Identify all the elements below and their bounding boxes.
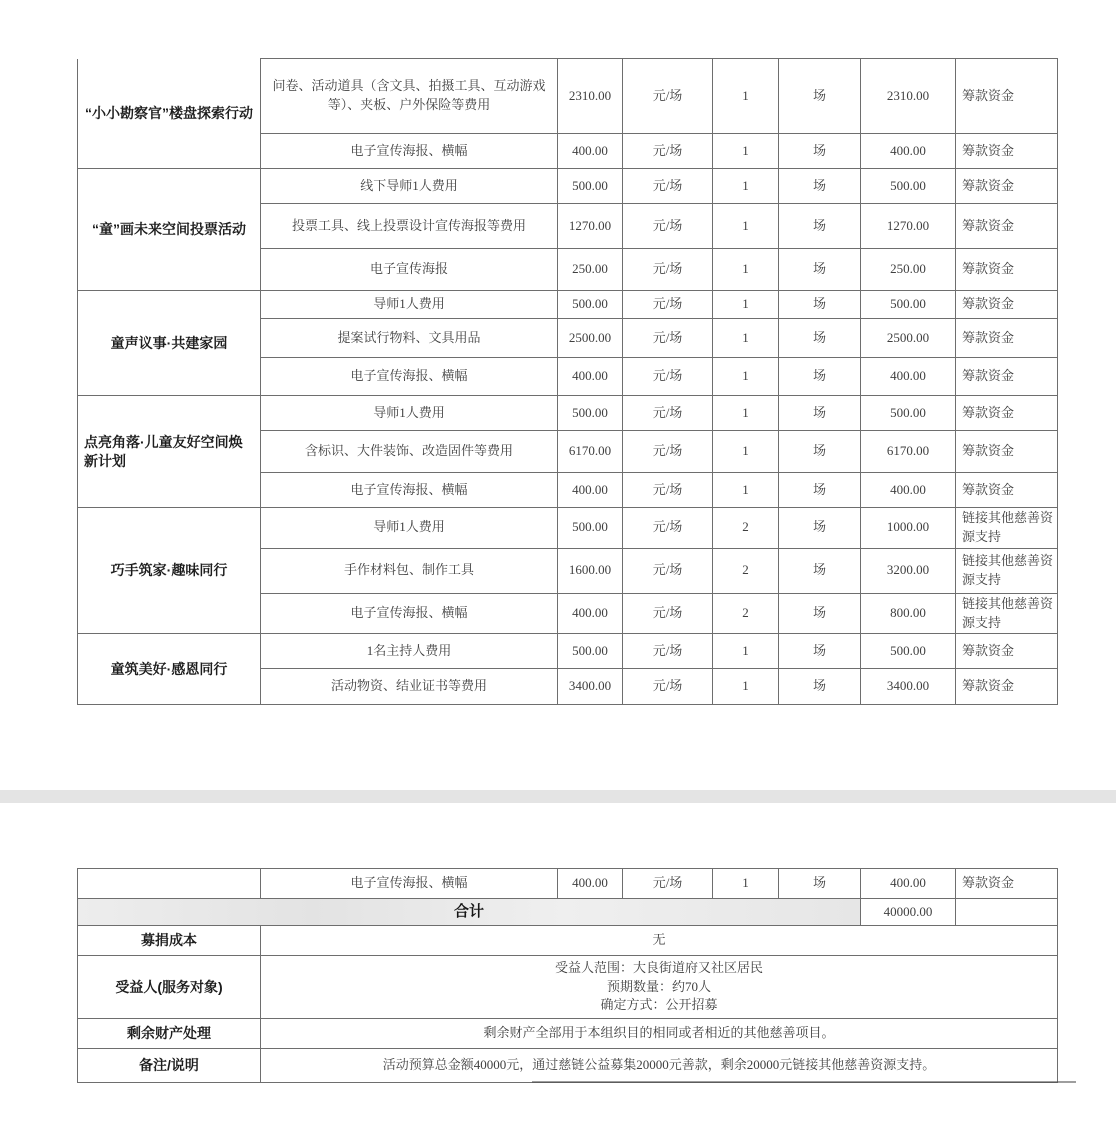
unit-price-cell: 400.00 [558,869,623,899]
subtotal-cell: 400.00 [861,134,956,169]
project-name-cell: “小小勘察官”楼盘探索行动 [78,59,261,169]
price-unit-cell: 元/场 [623,204,713,249]
quantity-unit-cell: 场 [779,473,861,508]
funding-source-cell: 链接其他慈善资源支持 [956,508,1058,549]
project-name-cell: 巧手筑家·趣味同行 [78,508,261,634]
price-unit-cell: 元/场 [623,431,713,473]
table-row [78,291,1058,319]
expense-desc-cell: 导师1人费用 [261,508,558,549]
unit-price-cell: 500.00 [558,169,623,204]
price-unit-cell: 元/场 [623,508,713,549]
subtotal-cell: 500.00 [861,291,956,319]
unit-price-cell: 3400.00 [558,669,623,705]
subtotal-cell: 400.00 [861,473,956,508]
subtotal-cell: 400.00 [861,358,956,396]
quantity-cell: 1 [713,169,779,204]
expense-desc-cell: 电子宣传海报 [261,249,558,291]
project-name-cell: 童声议事·共建家园 [78,291,261,396]
summary-table [77,868,1058,1083]
quantity-unit-cell: 场 [779,204,861,249]
unit-price-cell: 6170.00 [558,431,623,473]
budget-table [77,58,1058,705]
price-unit-cell: 元/场 [623,249,713,291]
quantity-unit-cell: 场 [779,669,861,705]
expense-desc-cell: 投票工具、线上投票设计宣传海报等费用 [261,204,558,249]
price-unit-cell: 元/场 [623,548,713,593]
funding-source-cell: 筹款资金 [956,669,1058,705]
selection-method-line: 确定方式：公开招募 [600,997,718,1013]
expense-desc-cell: 电子宣传海报、横幅 [261,358,558,396]
price-unit-cell: 元/场 [623,869,713,899]
quantity-cell: 1 [713,669,779,705]
quantity-cell: 1 [713,473,779,508]
table-row [78,169,1058,204]
price-unit-cell: 元/场 [623,473,713,508]
expense-desc-cell: 电子宣传海报、横幅 [261,869,558,899]
price-unit-cell: 元/场 [623,59,713,134]
info-label: 备注/说明 [78,1049,261,1083]
quantity-unit-cell: 场 [779,548,861,593]
funding-source-cell: 筹款资金 [956,396,1058,431]
funding-source-cell: 筹款资金 [956,204,1058,249]
funding-source-cell: 筹款资金 [956,358,1058,396]
unit-price-cell: 400.00 [558,593,623,634]
quantity-cell: 1 [713,134,779,169]
quantity-cell: 1 [713,634,779,669]
expense-desc-cell: 线下导师1人费用 [261,169,558,204]
subtotal-cell: 6170.00 [861,431,956,473]
funding-source-cell: 筹款资金 [956,473,1058,508]
quantity-cell: 2 [713,593,779,634]
subtotal-cell: 500.00 [861,396,956,431]
subtotal-cell: 1270.00 [861,204,956,249]
project-name-cell [78,869,261,899]
expense-desc-cell: 导师1人费用 [261,396,558,431]
funding-source-cell: 筹款资金 [956,134,1058,169]
table-row [78,396,1058,431]
price-unit-cell: 元/场 [623,319,713,358]
subtotal-cell: 1000.00 [861,508,956,549]
price-unit-cell: 元/场 [623,634,713,669]
table-row [78,59,1058,134]
unit-price-cell: 2310.00 [558,59,623,134]
subtotal-cell: 500.00 [861,169,956,204]
price-unit-cell: 元/场 [623,593,713,634]
beneficiary-scope-line: 受益人范围：大良街道府又社区居民 [554,959,763,975]
expense-desc-cell: 1名主持人费用 [261,634,558,669]
price-unit-cell: 元/场 [623,134,713,169]
info-content [261,956,1058,1019]
table-row [78,869,1058,899]
quantity-unit-cell: 场 [779,169,861,204]
table-row [78,508,1058,549]
unit-price-cell: 500.00 [558,634,623,669]
unit-price-cell: 400.00 [558,473,623,508]
unit-price-cell: 1270.00 [558,204,623,249]
unit-price-cell: 500.00 [558,396,623,431]
subtotal-cell: 3400.00 [861,669,956,705]
info-row [78,956,1058,1019]
price-unit-cell: 元/场 [623,358,713,396]
quantity-cell: 2 [713,508,779,549]
subtotal-cell: 500.00 [861,634,956,669]
info-content: 剩余财产全部用于本组织目的相同或者相近的其他慈善项目。 [261,1019,1058,1049]
unit-price-cell: 1600.00 [558,548,623,593]
funding-source-cell: 筹款资金 [956,249,1058,291]
subtotal-cell: 250.00 [861,249,956,291]
info-row [78,1019,1058,1049]
info-label: 受益人(服务对象) [78,956,261,1019]
funding-source-cell: 筹款资金 [956,169,1058,204]
quantity-cell: 1 [713,431,779,473]
table-row [78,634,1058,669]
page-separator [0,790,1116,803]
quantity-unit-cell: 场 [779,291,861,319]
info-row [78,1049,1058,1083]
quantity-unit-cell: 场 [779,431,861,473]
expense-desc-cell: 导师1人费用 [261,291,558,319]
unit-price-cell: 2500.00 [558,319,623,358]
quantity-unit-cell: 场 [779,319,861,358]
quantity-unit-cell: 场 [779,59,861,134]
total-source-cell [956,899,1058,926]
funding-source-cell: 链接其他慈善资源支持 [956,548,1058,593]
expense-desc-cell: 手作材料包、制作工具 [261,548,558,593]
funding-source-cell: 筹款资金 [956,431,1058,473]
info-content: 活动预算总金额40000元，通过慈链公益募集20000元善款，剩余20000元链接其他慈善资源支持。 [261,1049,1058,1083]
total-row [78,899,1058,926]
expense-desc-cell: 电子宣传海报、横幅 [261,593,558,634]
quantity-cell: 1 [713,291,779,319]
subtotal-cell: 2310.00 [861,59,956,134]
info-label: 募捐成本 [78,926,261,956]
unit-price-cell: 400.00 [558,358,623,396]
expense-desc-cell: 提案试行物料、文具用品 [261,319,558,358]
quantity-cell: 1 [713,319,779,358]
expense-desc-cell: 含标识、大件装饰、改造固件等费用 [261,431,558,473]
info-row [78,926,1058,956]
quantity-unit-cell: 场 [779,508,861,549]
quantity-unit-cell: 场 [779,249,861,291]
quantity-cell: 1 [713,396,779,431]
quantity-cell: 1 [713,869,779,899]
quantity-cell: 1 [713,358,779,396]
expense-desc-cell: 问卷、活动道具（含文具、拍摄工具、互动游戏等）、夹板、户外保险等费用 [261,59,558,134]
unit-price-cell: 500.00 [558,291,623,319]
price-unit-cell: 元/场 [623,169,713,204]
quantity-cell: 1 [713,249,779,291]
price-unit-cell: 元/场 [623,396,713,431]
quantity-unit-cell: 场 [779,396,861,431]
quantity-cell: 2 [713,548,779,593]
total-amount: 40000.00 [861,899,956,926]
funding-source-cell: 筹款资金 [956,869,1058,899]
quantity-unit-cell: 场 [779,593,861,634]
subtotal-cell: 400.00 [861,869,956,899]
subtotal-cell: 3200.00 [861,548,956,593]
total-row-label: 合计 [78,899,861,926]
quantity-cell: 1 [713,204,779,249]
funding-source-cell: 筹款资金 [956,291,1058,319]
info-content: 无 [261,926,1058,956]
funding-source-cell: 链接其他慈善资源支持 [956,593,1058,634]
unit-price-cell: 400.00 [558,134,623,169]
quantity-cell: 1 [713,59,779,134]
quantity-unit-cell: 场 [779,134,861,169]
expense-desc-cell: 电子宣传海报、横幅 [261,134,558,169]
unit-price-cell: 500.00 [558,508,623,549]
unit-price-cell: 250.00 [558,249,623,291]
project-name-cell: “童”画未来空间投票活动 [78,169,261,291]
expected-count-line: 预期数量：约70人 [606,978,711,994]
subtotal-cell: 2500.00 [861,319,956,358]
expense-desc-cell: 活动物资、结业证书等费用 [261,669,558,705]
funding-source-cell: 筹款资金 [956,59,1058,134]
quantity-unit-cell: 场 [779,358,861,396]
price-unit-cell: 元/场 [623,291,713,319]
expense-desc-cell: 电子宣传海报、横幅 [261,473,558,508]
price-unit-cell: 元/场 [623,669,713,705]
project-name-cell: 童筑美好·感恩同行 [78,634,261,705]
quantity-unit-cell: 场 [779,634,861,669]
funding-source-cell: 筹款资金 [956,319,1058,358]
quantity-unit-cell: 场 [779,869,861,899]
project-name-cell: 点亮角落·儿童友好空间焕新计划 [78,396,261,508]
subtotal-cell: 800.00 [861,593,956,634]
info-label: 剩余财产处理 [78,1019,261,1049]
scan-artifact-line [532,1081,1076,1083]
funding-source-cell: 筹款资金 [956,634,1058,669]
